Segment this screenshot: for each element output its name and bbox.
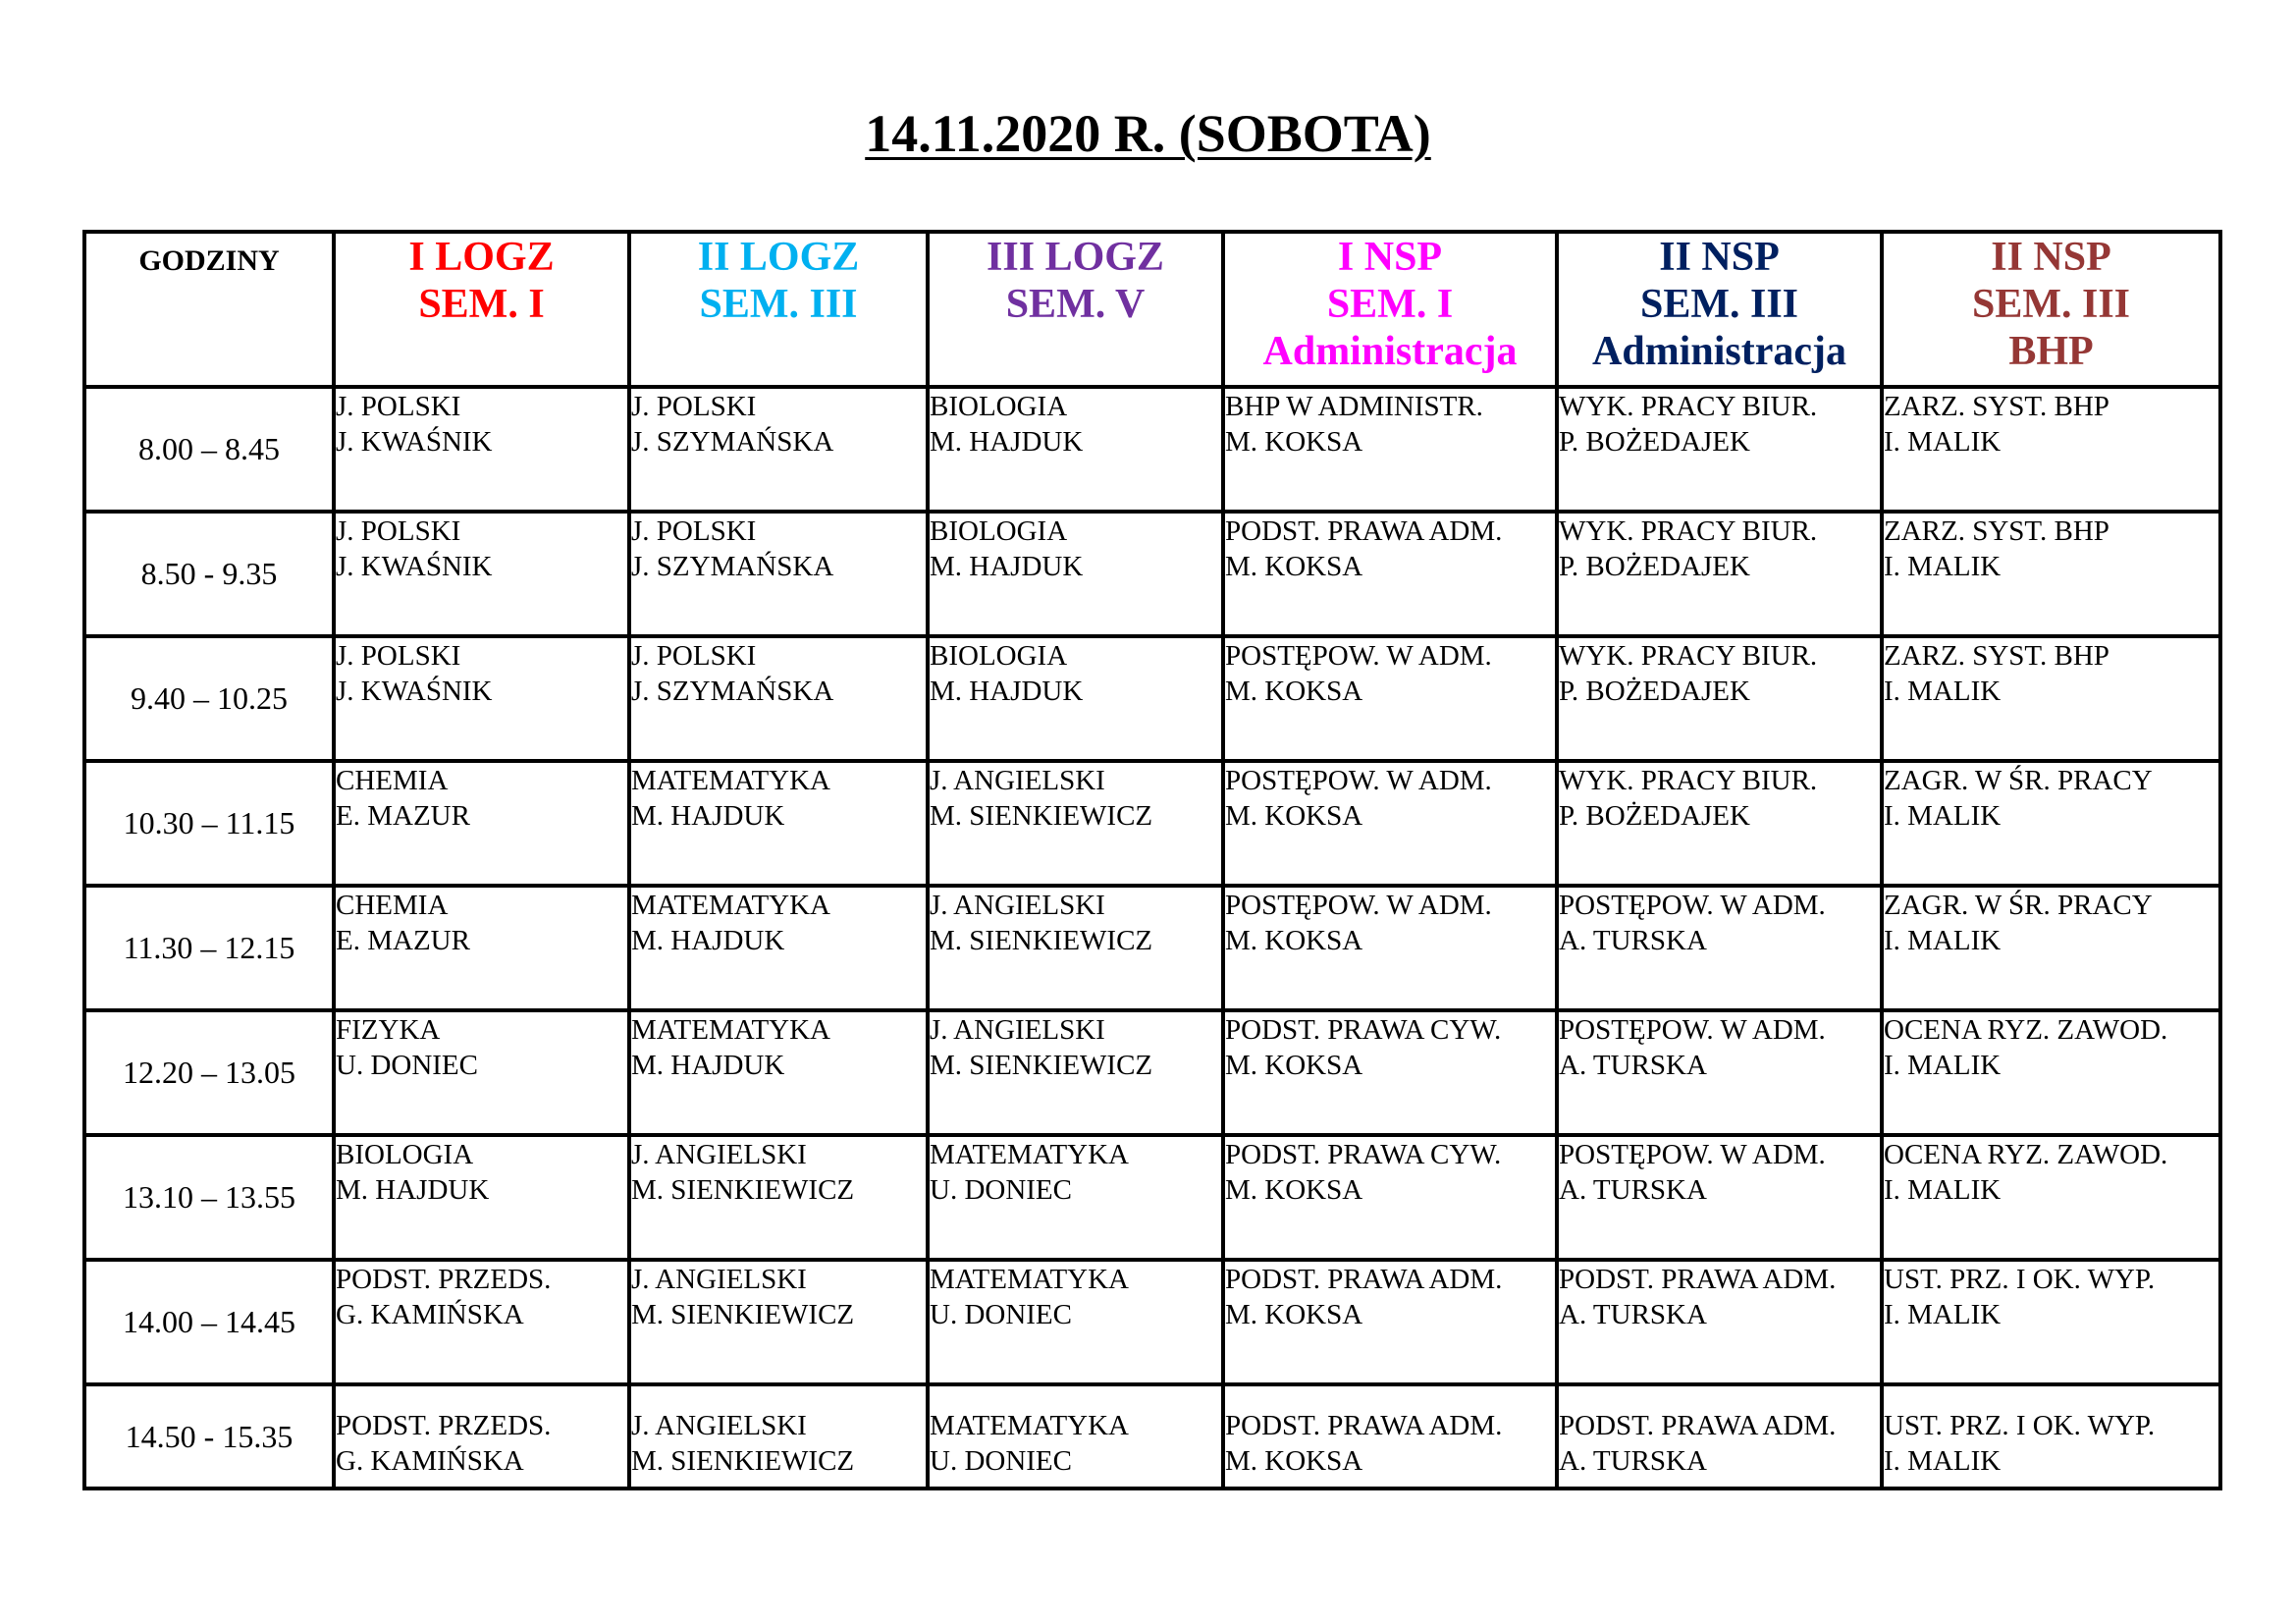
lesson-cell (1223, 636, 1557, 761)
header-line: SEM. V (1005, 282, 1146, 327)
table-row (84, 1384, 2220, 1489)
header-line: I NSP (1337, 235, 1443, 280)
header-line: Administracja (1262, 329, 1518, 374)
table-row (84, 1010, 2220, 1135)
lesson-teacher: M. HAJDUK (336, 1174, 490, 1206)
header-ii-nsp-administracja (1557, 232, 1882, 387)
lesson-subject: ZAGR. W ŚR. PRACY (1884, 890, 2153, 921)
lesson-subject: MATEMATYKA (930, 1139, 1129, 1170)
lesson-subject: J. POLSKI (631, 515, 757, 547)
lesson-teacher: G. KAMIŃSKA (336, 1299, 524, 1330)
lesson-subject: PODST. PRAWA ADM. (1559, 1410, 1837, 1441)
lesson-cell (1882, 512, 2220, 636)
lesson-subject: ZARZ. SYST. BHP (1884, 640, 2109, 672)
lesson-teacher: I. MALIK (1884, 1445, 2002, 1477)
time-slot: 11.30 – 12.15 (84, 886, 334, 1010)
lesson-teacher: E. MAZUR (336, 925, 470, 956)
lesson-teacher: M. KOKSA (1225, 800, 1363, 832)
lesson-subject: PODST. PRAWA ADM. (1559, 1264, 1837, 1295)
lesson-teacher: M. HAJDUK (930, 551, 1084, 582)
lesson-subject: MATEMATYKA (930, 1264, 1129, 1295)
lesson-cell (1557, 1384, 1882, 1489)
lesson-teacher: M. HAJDUK (930, 426, 1084, 458)
lesson-subject: CHEMIA (336, 765, 449, 796)
lesson-cell (629, 1010, 928, 1135)
page-title (0, 98, 2296, 169)
header-line: SEM. III (699, 282, 858, 327)
lesson-teacher: U. DONIEC (336, 1050, 478, 1081)
lesson-subject: J. POLSKI (336, 515, 461, 547)
lesson-cell (629, 512, 928, 636)
lesson-cell (629, 636, 928, 761)
page-title-text: 14.11.2020 R. (SOBOTA) (865, 104, 1431, 163)
lesson-teacher: U. DONIEC (930, 1299, 1072, 1330)
lesson-teacher: M. SIENKIEWICZ (631, 1299, 855, 1330)
header-line: SEM. III (1639, 282, 1799, 327)
lesson-cell (1557, 387, 1882, 512)
lesson-subject: PODST. PRAWA ADM. (1225, 1264, 1503, 1295)
lesson-subject: POSTĘPOW. W ADM. (1559, 890, 1826, 921)
lesson-subject: CHEMIA (336, 890, 449, 921)
header-row (84, 232, 2220, 387)
lesson-teacher: P. BOŻEDAJEK (1559, 800, 1750, 832)
lesson-teacher: M. HAJDUK (631, 925, 785, 956)
lesson-subject: POSTĘPOW. W ADM. (1559, 1014, 1826, 1046)
table-row (84, 387, 2220, 512)
time-slot: 9.40 – 10.25 (84, 636, 334, 761)
lesson-cell (1882, 761, 2220, 886)
header-line: I LOGZ (408, 235, 555, 280)
lesson-subject: UST. PRZ. I OK. WYP. (1884, 1264, 2156, 1295)
lesson-subject: OCENA RYZ. ZAWOD. (1884, 1014, 2168, 1046)
lesson-cell (334, 761, 629, 886)
lesson-cell (629, 1260, 928, 1384)
lesson-subject: J. ANGIELSKI (930, 765, 1105, 796)
lesson-subject: POSTĘPOW. W ADM. (1559, 1139, 1826, 1170)
lesson-cell (334, 1260, 629, 1384)
lesson-cell (928, 636, 1223, 761)
lesson-teacher: E. MAZUR (336, 800, 470, 832)
header-line: SEM. I (1326, 282, 1454, 327)
lesson-subject: WYK. PRACY BIUR. (1559, 640, 1818, 672)
lesson-teacher: M. KOKSA (1225, 426, 1363, 458)
lesson-teacher: I. MALIK (1884, 1174, 2002, 1206)
lesson-teacher: M. SIENKIEWICZ (930, 925, 1153, 956)
time-slot: 13.10 – 13.55 (84, 1135, 334, 1260)
lesson-teacher: M. KOKSA (1225, 1445, 1363, 1477)
lesson-teacher: M. HAJDUK (930, 676, 1084, 707)
lesson-cell (1223, 387, 1557, 512)
lesson-cell (334, 1135, 629, 1260)
time-slot: 12.20 – 13.05 (84, 1010, 334, 1135)
lesson-teacher: M. KOKSA (1225, 1050, 1363, 1081)
lesson-cell (334, 1010, 629, 1135)
lesson-teacher: P. BOŻEDAJEK (1559, 426, 1750, 458)
lesson-subject: MATEMATYKA (631, 890, 830, 921)
header-line: Administracja (1592, 329, 1846, 374)
lesson-teacher: M. SIENKIEWICZ (631, 1174, 855, 1206)
lesson-subject: MATEMATYKA (930, 1410, 1129, 1441)
lesson-teacher: M. KOKSA (1225, 1299, 1363, 1330)
lesson-cell (334, 387, 629, 512)
lesson-cell (928, 886, 1223, 1010)
lesson-cell (1882, 636, 2220, 761)
lesson-cell (1223, 1384, 1557, 1489)
header-i-nsp (1223, 232, 1557, 387)
table-row (84, 1135, 2220, 1260)
lesson-teacher: I. MALIK (1884, 925, 2002, 956)
header-iii-logz (928, 232, 1223, 387)
lesson-cell (928, 761, 1223, 886)
lesson-cell (1557, 886, 1882, 1010)
lesson-teacher: A. TURSKA (1559, 1445, 1707, 1477)
lesson-teacher: M. SIENKIEWICZ (930, 1050, 1153, 1081)
lesson-teacher: I. MALIK (1884, 676, 2002, 707)
lesson-cell (1223, 1260, 1557, 1384)
lesson-subject: POSTĘPOW. W ADM. (1225, 765, 1492, 796)
lesson-cell (928, 387, 1223, 512)
lesson-cell (1557, 1135, 1882, 1260)
lesson-subject: J. POLSKI (631, 640, 757, 672)
schedule-body (84, 387, 2220, 1489)
lesson-teacher: U. DONIEC (930, 1174, 1072, 1206)
lesson-teacher: P. BOŻEDAJEK (1559, 551, 1750, 582)
header-line: BHP (2008, 329, 2094, 374)
header-line: III LOGZ (987, 235, 1164, 280)
lesson-cell (928, 1260, 1223, 1384)
lesson-teacher: A. TURSKA (1559, 925, 1707, 956)
header-ii-nsp-bhp (1882, 232, 2220, 387)
lesson-teacher: A. TURSKA (1559, 1299, 1707, 1330)
table-row (84, 512, 2220, 636)
lesson-cell (334, 512, 629, 636)
lesson-teacher: A. TURSKA (1559, 1174, 1707, 1206)
lesson-subject: ZAGR. W ŚR. PRACY (1884, 765, 2153, 796)
lesson-subject: OCENA RYZ. ZAWOD. (1884, 1139, 2168, 1170)
lesson-subject: BIOLOGIA (336, 1139, 474, 1170)
table-row (84, 636, 2220, 761)
lesson-subject: PODST. PRZEDS. (336, 1264, 552, 1295)
lesson-teacher: J. SZYMAŃSKA (631, 551, 834, 582)
time-slot: 14.00 – 14.45 (84, 1260, 334, 1384)
lesson-teacher: U. DONIEC (930, 1445, 1072, 1477)
lesson-teacher: I. MALIK (1884, 1050, 2002, 1081)
lesson-cell (629, 387, 928, 512)
lesson-teacher: M. KOKSA (1225, 551, 1363, 582)
lesson-teacher: I. MALIK (1884, 800, 2002, 832)
lesson-subject: UST. PRZ. I OK. WYP. (1884, 1410, 2156, 1441)
lesson-teacher: A. TURSKA (1559, 1050, 1707, 1081)
lesson-cell (928, 1010, 1223, 1135)
lesson-cell (1223, 886, 1557, 1010)
lesson-cell (629, 886, 928, 1010)
header-line: II NSP (1659, 235, 1780, 280)
lesson-teacher: I. MALIK (1884, 426, 2002, 458)
lesson-cell (1557, 636, 1882, 761)
lesson-subject: BHP W ADMINISTR. (1225, 391, 1483, 422)
lesson-cell (629, 1384, 928, 1489)
lesson-subject: WYK. PRACY BIUR. (1559, 765, 1818, 796)
lesson-teacher: P. BOŻEDAJEK (1559, 676, 1750, 707)
table-row (84, 1260, 2220, 1384)
lesson-teacher: M. KOKSA (1225, 1174, 1363, 1206)
header-line: II LOGZ (697, 235, 860, 280)
lesson-subject: J. ANGIELSKI (631, 1139, 807, 1170)
lesson-cell (1882, 1135, 2220, 1260)
lesson-subject: J. POLSKI (336, 640, 461, 672)
lesson-subject: PODST. PRAWA ADM. (1225, 1410, 1503, 1441)
time-slot: 14.50 - 15.35 (84, 1384, 334, 1489)
lesson-subject: J. ANGIELSKI (930, 1014, 1105, 1046)
header-line: SEM. III (1971, 282, 2131, 327)
lesson-subject: WYK. PRACY BIUR. (1559, 391, 1818, 422)
lesson-teacher: J. KWAŚNIK (336, 676, 493, 707)
lesson-cell (1882, 1260, 2220, 1384)
lesson-subject: PODST. PRAWA CYW. (1225, 1014, 1502, 1046)
lesson-cell (1557, 512, 1882, 636)
lesson-subject: MATEMATYKA (631, 765, 830, 796)
lesson-subject: BIOLOGIA (930, 391, 1068, 422)
lesson-cell (629, 761, 928, 886)
lesson-teacher: M. HAJDUK (631, 1050, 785, 1081)
lesson-subject: ZARZ. SYST. BHP (1884, 515, 2109, 547)
lesson-subject: J. ANGIELSKI (631, 1410, 807, 1441)
time-slot: 8.50 - 9.35 (84, 512, 334, 636)
lesson-teacher: M. HAJDUK (631, 800, 785, 832)
lesson-cell (1882, 1010, 2220, 1135)
lesson-teacher: M. SIENKIEWICZ (631, 1445, 855, 1477)
lesson-subject: POSTĘPOW. W ADM. (1225, 890, 1492, 921)
lesson-cell (1557, 761, 1882, 886)
lesson-teacher: G. KAMIŃSKA (336, 1445, 524, 1477)
lesson-subject: J. POLSKI (631, 391, 757, 422)
table-row (84, 886, 2220, 1010)
lesson-subject: PODST. PRZEDS. (336, 1410, 552, 1441)
lesson-teacher: I. MALIK (1884, 1299, 2002, 1330)
lesson-teacher: J. KWAŚNIK (336, 551, 493, 582)
header-line: GODZINY (138, 244, 280, 277)
lesson-cell (1882, 387, 2220, 512)
lesson-cell (1223, 1135, 1557, 1260)
table-row (84, 761, 2220, 886)
lesson-cell (1882, 1384, 2220, 1489)
header-line: II NSP (1991, 235, 2111, 280)
lesson-cell (1882, 886, 2220, 1010)
schedule-table (82, 230, 2222, 1490)
header-ii-logz (629, 232, 928, 387)
lesson-subject: J. POLSKI (336, 391, 461, 422)
schedule-header (84, 232, 2220, 387)
lesson-cell (1223, 1010, 1557, 1135)
time-slot: 8.00 – 8.45 (84, 387, 334, 512)
lesson-subject: MATEMATYKA (631, 1014, 830, 1046)
lesson-teacher: J. KWAŚNIK (336, 426, 493, 458)
lesson-subject: WYK. PRACY BIUR. (1559, 515, 1818, 547)
lesson-cell (1223, 761, 1557, 886)
lesson-cell (928, 1384, 1223, 1489)
header-line: SEM. I (418, 282, 545, 327)
lesson-cell (334, 886, 629, 1010)
lesson-subject: POSTĘPOW. W ADM. (1225, 640, 1492, 672)
lesson-subject: PODST. PRAWA CYW. (1225, 1139, 1502, 1170)
lesson-cell (928, 512, 1223, 636)
lesson-cell (1557, 1010, 1882, 1135)
lesson-subject: J. ANGIELSKI (631, 1264, 807, 1295)
lesson-subject: BIOLOGIA (930, 640, 1068, 672)
lesson-cell (1223, 512, 1557, 636)
lesson-cell (1557, 1260, 1882, 1384)
time-slot: 10.30 – 11.15 (84, 761, 334, 886)
lesson-teacher: J. SZYMAŃSKA (631, 426, 834, 458)
header-i-logz (334, 232, 629, 387)
header-godziny (84, 232, 334, 387)
lesson-subject: ZARZ. SYST. BHP (1884, 391, 2109, 422)
lesson-teacher: M. KOKSA (1225, 676, 1363, 707)
lesson-teacher: M. SIENKIEWICZ (930, 800, 1153, 832)
lesson-subject: FIZYKA (336, 1014, 441, 1046)
lesson-cell (928, 1135, 1223, 1260)
lesson-cell (629, 1135, 928, 1260)
lesson-cell (334, 636, 629, 761)
lesson-teacher: J. SZYMAŃSKA (631, 676, 834, 707)
lesson-teacher: I. MALIK (1884, 551, 2002, 582)
lesson-subject: BIOLOGIA (930, 515, 1068, 547)
lesson-teacher: M. KOKSA (1225, 925, 1363, 956)
lesson-cell (334, 1384, 629, 1489)
lesson-subject: J. ANGIELSKI (930, 890, 1105, 921)
lesson-subject: PODST. PRAWA ADM. (1225, 515, 1503, 547)
